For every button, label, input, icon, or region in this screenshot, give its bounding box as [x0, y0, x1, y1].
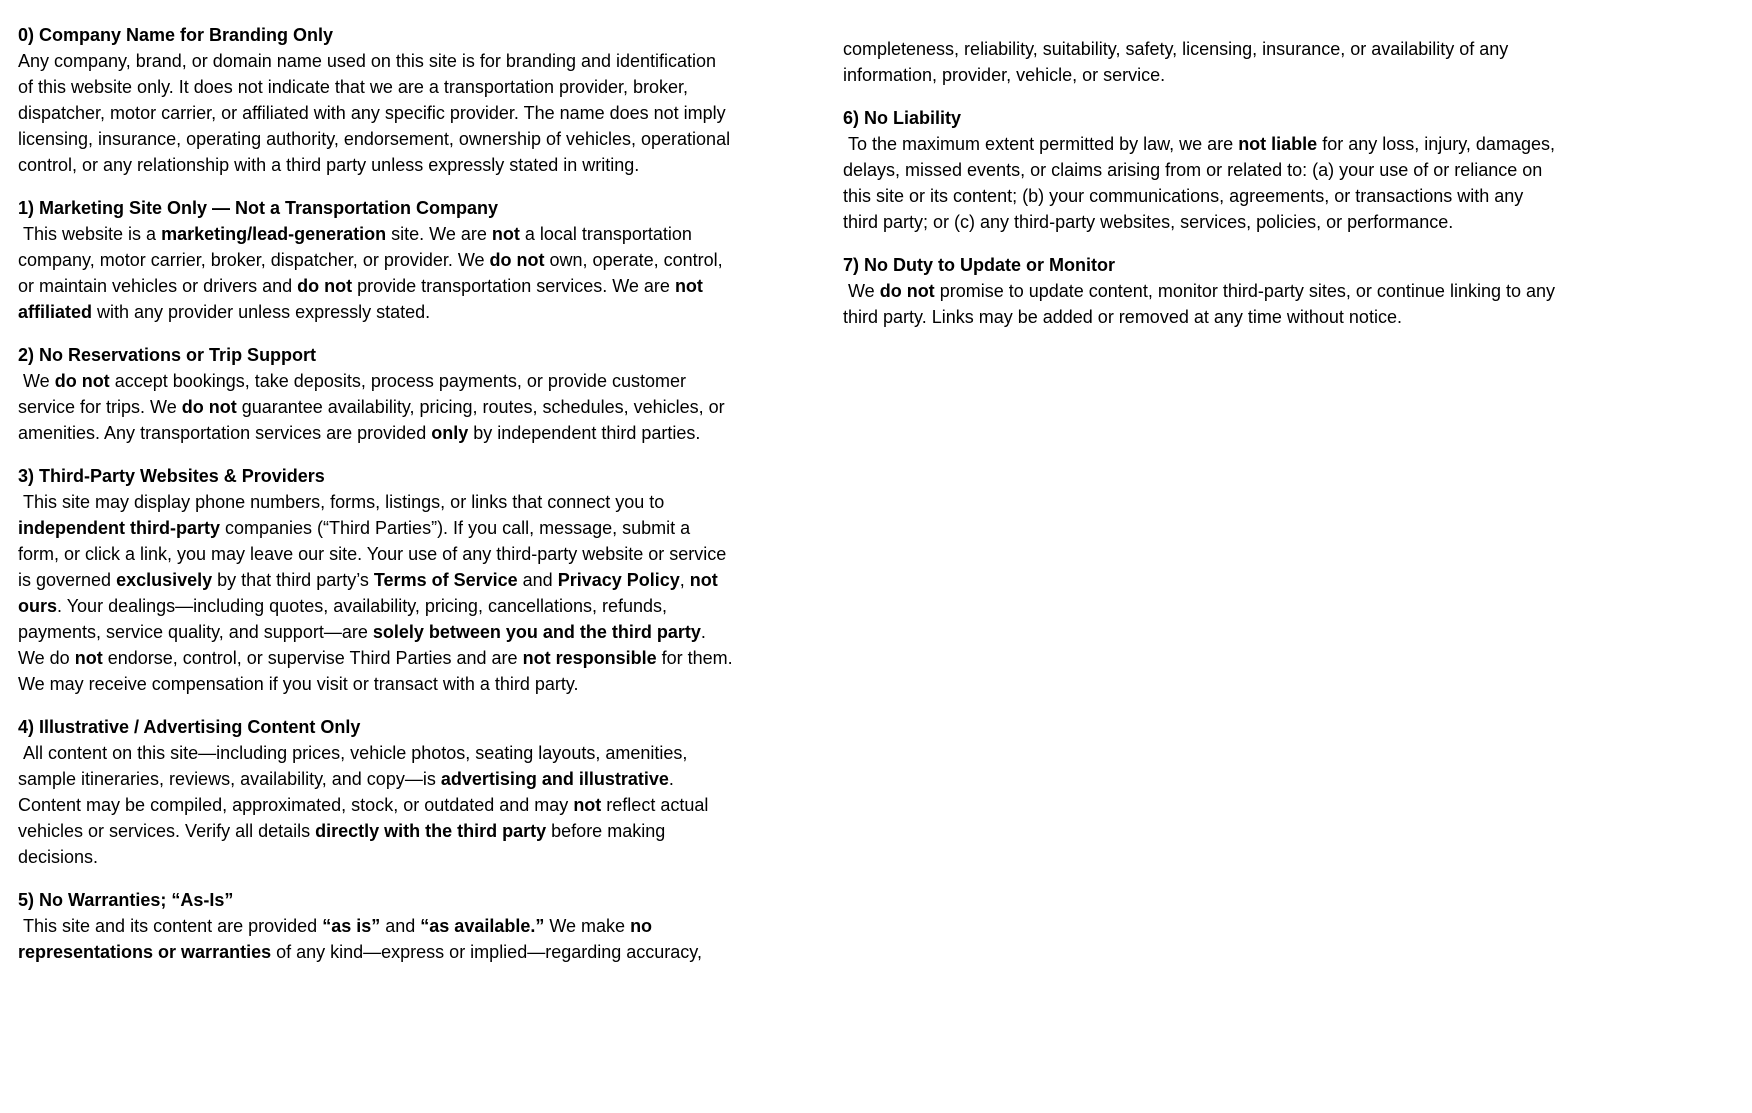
section-heading: 6) No Liability	[843, 108, 962, 128]
section-heading: 7) No Duty to Update or Monitor	[843, 255, 1115, 275]
section-heading: 5) No Warranties; “As-Is”	[18, 890, 234, 910]
section-body: To the maximum extent permitted by law, we are not liable for any loss, injury, damages, delays, missed events, or claims arising from or related to: (a) your use of or reliance on this site or its content; (b) your communications, agreements, or transactions with any third party; or (c) any third-party websites, services, policies, or performance.	[843, 134, 1560, 232]
section-no-duty-to-update	[843, 252, 1561, 330]
section-body: We do not promise to update content, monitor third-party sites, or continue linking to any third party. Links may be added or removed at any time without notice.	[843, 281, 1561, 327]
section-body: This site and its content are provided “as is” and “as available.” We make no representations or warranties of any kind—express or implied—regarding accuracy,	[18, 916, 702, 962]
section-heading: 0) Company Name for Branding Only	[18, 25, 334, 45]
section-no-warranties-continuation	[843, 36, 1555, 88]
section-heading: 2) No Reservations or Trip Support	[18, 345, 317, 365]
section-no-reservations	[18, 342, 736, 446]
column-right	[843, 36, 1561, 347]
section-third-party-websites	[18, 463, 736, 697]
section-marketing-site-only	[18, 195, 736, 325]
section-body: This website is a marketing/lead-generation site. We are not a local transportation company, motor carrier, broker, dispatcher, or provider. We do not own, operate, control, or maintain vehicles or drivers and do not provide transportation services. We are not affiliated with any provider unless expressly stated.	[18, 224, 728, 322]
section-heading: 3) Third-Party Websites & Providers	[18, 466, 325, 486]
section-body: This site may display phone numbers, forms, listings, or links that connect you to independent third-party companies (“Third Parties”). If you call, message, submit a form, or click a link, you may leave our site. Your use of any third-party website or service is governed exclusively by that third party’s Terms of Service and Privacy Policy, not ours. Your dealings—including quotes, availability, pricing, cancellations, refunds, payments, service quality, and support—are solely between you and the third party. We do not endorse, control, or supervise Third Parties and are not responsible for them. We may receive compensation if you visit or transact with a third party.	[18, 492, 738, 694]
section-heading: 1) Marketing Site Only — Not a Transportation Company	[18, 198, 499, 218]
section-company-name-branding	[18, 22, 736, 178]
section-illustrative-content	[18, 714, 736, 870]
section-no-warranties	[18, 887, 736, 965]
section-no-liability	[843, 105, 1560, 235]
section-body: Any company, brand, or domain name used on this site is for branding and identification of this website only. It does not indicate that we are a transportation provider, broker, dispatcher, motor carrier, or affiliated with any specific provider. The name does not imply licensing, insurance, operating authority, endorsement, ownership of vehicles, operational control, or any relationship with a third party unless expressly stated in writing.	[18, 51, 736, 175]
section-body: All content on this site—including prices, vehicle photos, seating layouts, amenities, sample itineraries, reviews, availability, and copy—is advertising and illustrative. Content may be compiled, approximated, stock, or outdated and may not reflect actual vehicles or services. Verify all details directly with the third party before making decisions.	[18, 743, 714, 867]
section-heading: 4) Illustrative / Advertising Content Only	[18, 717, 361, 737]
section-body-continuation: completeness, reliability, suitability, safety, licensing, insurance, or availability of any information, provider, vehicle, or service.	[843, 39, 1514, 85]
section-body: We do not accept bookings, take deposits, process payments, or provide customer service for trips. We do not guarantee availability, pricing, routes, schedules, vehicles, or amenities. Any transportation services are provided only by independent third parties.	[18, 371, 730, 443]
column-left	[18, 22, 736, 982]
